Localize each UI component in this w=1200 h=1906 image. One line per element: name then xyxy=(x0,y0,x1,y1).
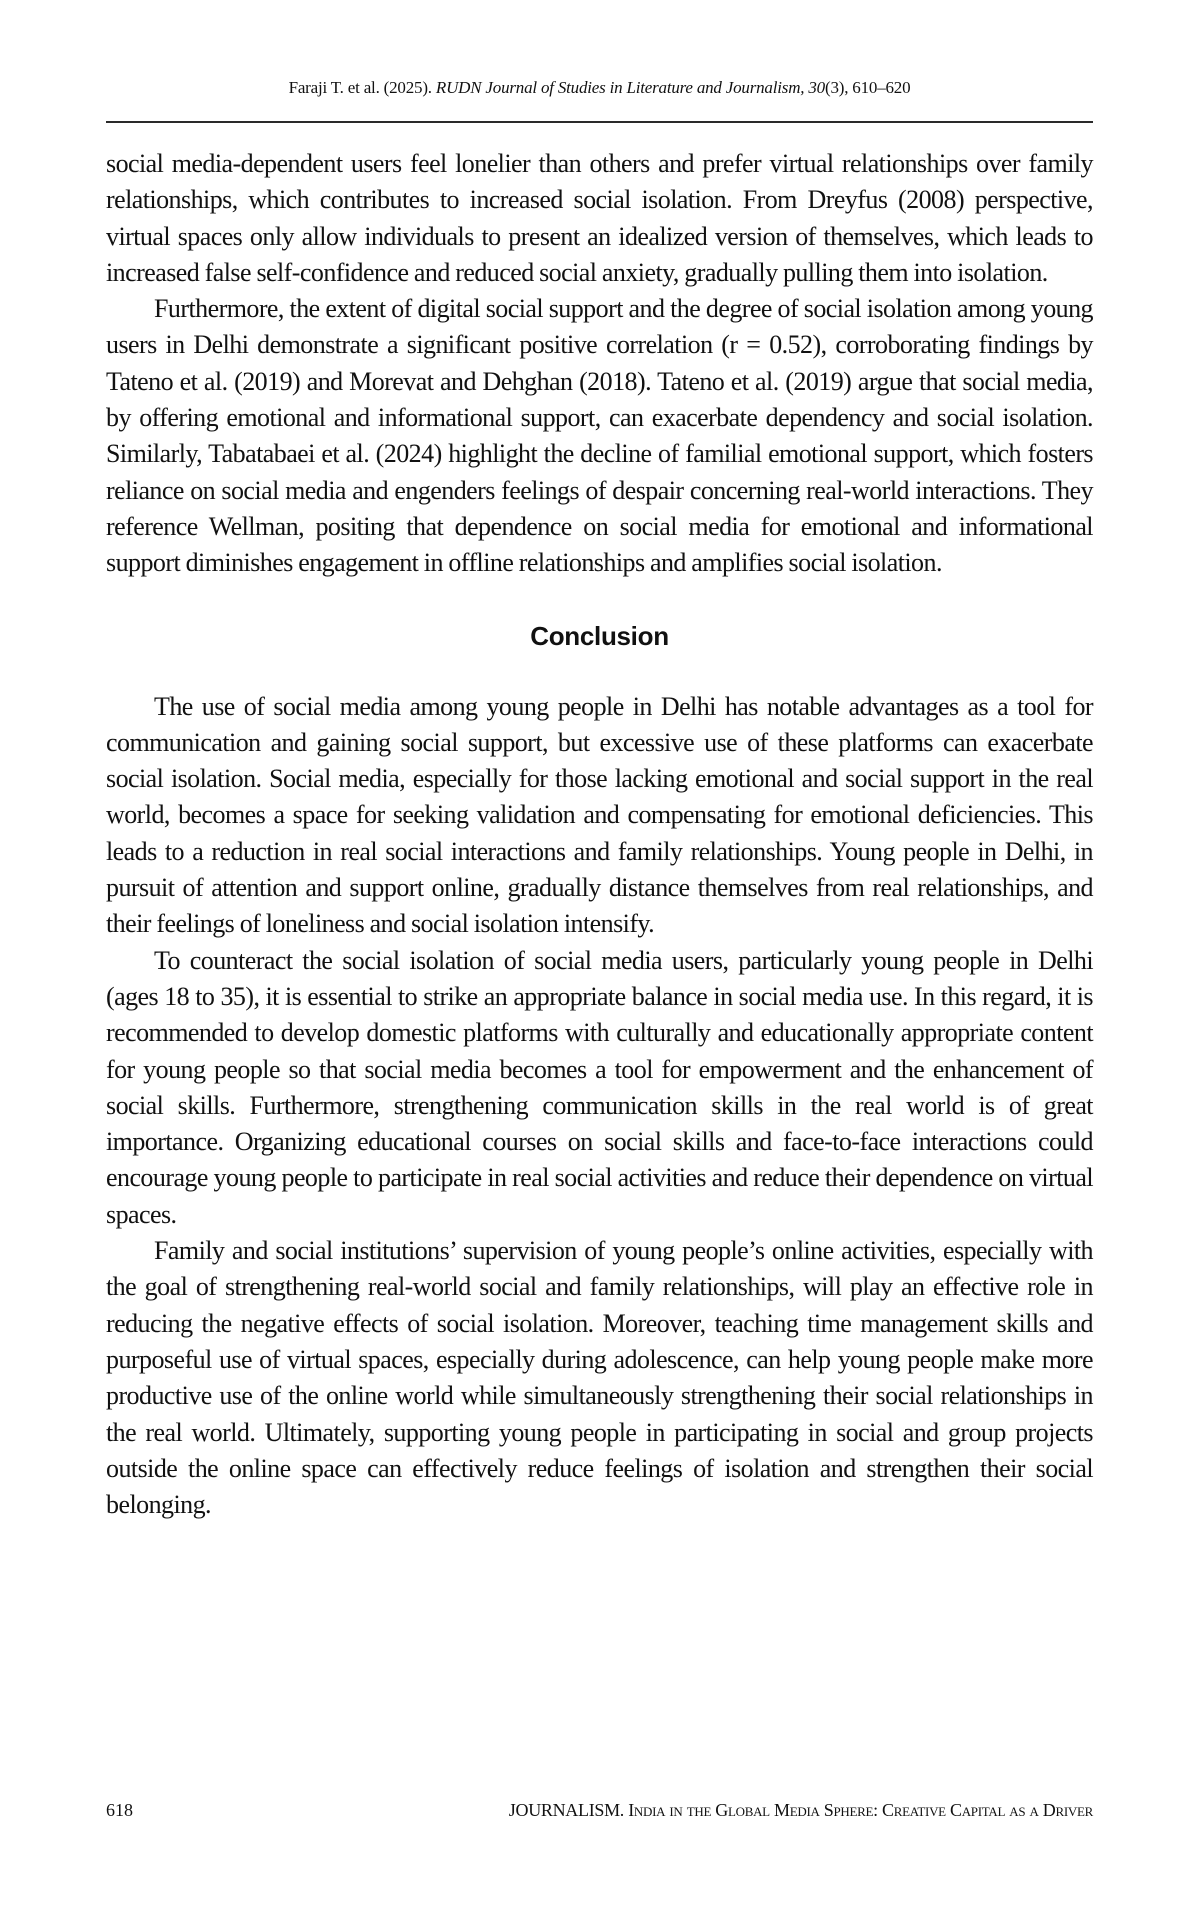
header-rule xyxy=(106,121,1093,123)
header-issue-pages: (3), 610–620 xyxy=(824,78,911,97)
header-journal-name: RUDN Journal of Studies in Literature and Journalism, xyxy=(435,78,805,97)
header-volume: 30 xyxy=(804,78,825,97)
paragraph: Furthermore, the extent of digital social support and the degree of social isolation among young users in Delhi demonstrate a significant positive correlation (r = 0.52), corroborating findings by Tateno et al. (2019) and Morevat and Dehghan (2018). Tateno et al. (2019) argue that social media, by offering emotional and informational support, can exacerbate dependency and social isolation. Similarly, Tabatabaei et al. (2024) highlight the decline of familial emotional support, which fosters reliance on social media and engenders feelings of despair concerning real-world interactions. They reference Wellman, positing that dependence on social media for emotional and informational support diminishes engagement in offline relationships and amplifies social isolation. xyxy=(106,294,1093,578)
conclusion-paragraph: To counteract the social isolation of social media users, particularly young people in Delhi (ages 18 to 35), it is essential to strike an appropriate balance in social media use. In this regard, it is recommended to develop domestic platforms with culturally and educationally appropriate content for young people so that social media becomes a tool for empowerment and the enhancement of social skills. Furthermore, strengthening communication skills in the real world is of great importance. Organizing educational courses on social skills and face-to-face interactions could encourage young people to participate in real social activities and reduce their dependence on virtual spaces. xyxy=(106,945,1093,1229)
paragraph-continued: social media-dependent users feel lonelier than others and prefer virtual relationships over family relationships, which contributes to increased social isolation. From Dreyfus (2008) perspective, virtual spaces only allow individuals to present an idealized version of themselves, which leads to increased false self-confidence and reduced social anxiety, gradually pulling them into isolation. xyxy=(106,149,1093,287)
header-authors-year: Faraji T. et al. (2025). xyxy=(288,78,436,97)
body-text xyxy=(106,146,1093,1523)
document-page xyxy=(106,0,1093,1906)
section-heading-conclusion: Conclusion xyxy=(530,620,669,651)
conclusion-paragraph: The use of social media among young people in Delhi has notable advantages as a tool for communication and gaining social support, but excessive use of these platforms can exacerbate social isolation. Social media, especially for those lacking emotional and social support in the real world, becomes a space for seeking validation and compensating for emotional deficiencies. This leads to a reduction in real social interactions and family relationships. Young people in Delhi, in pursuit of attention and support online, gradually distance themselves from real relationships, and their feelings of loneliness and social isolation intensify. xyxy=(106,691,1093,939)
page-number: 618 xyxy=(106,1800,133,1820)
conclusion-paragraph: Family and social institutions’ supervision of young people’s online activities, especially with the goal of strengthening real-world social and family relationships, will play an effective role in reducing the negative effects of social isolation. Moreover, teaching time management skills and purposeful use of virtual spaces, especially during adolescence, can help young people make more productive use of the online world while simultaneously strengthening their social relationships in the real world. Ultimately, supporting young people in participating in social and group projects outside the online space can effectively reduce feelings of isolation and strengthen their social belonging. xyxy=(106,1236,1093,1520)
page-footer xyxy=(106,1795,1093,1825)
running-header xyxy=(106,76,1093,100)
running-footer-title: JOURNALISM. India in the Global Media Sphere: Creative Capital as a Driver xyxy=(508,1800,1093,1820)
